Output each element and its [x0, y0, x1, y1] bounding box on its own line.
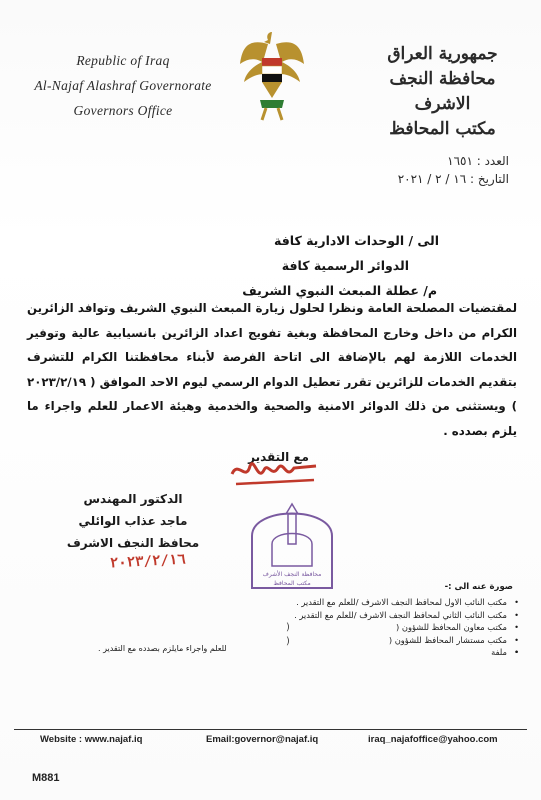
- cc-item: • مكتب مستشار المحافظ للشؤون (: [259, 634, 519, 647]
- cc-brace: ): [286, 636, 290, 647]
- header-line-3: Governors Office: [73, 103, 173, 118]
- cc-item: • مكتب النائب الثاني لمحافظ النجف الاشرف /للعلم مع التقدير .: [259, 609, 519, 622]
- header-arabic: [360, 42, 525, 142]
- cc-item: • مكتب النائب الاول لمحافظ النجف الاشرف /للعلم مع التقدير .: [259, 596, 519, 609]
- cc-note: للعلم واجراء مايلزم بصدده مع التقدير .: [98, 644, 227, 653]
- cc-brace: ): [286, 622, 290, 633]
- ref-date: التاريخ : ١٦ / ٢ / ٢٠٢١: [397, 172, 509, 186]
- iraq-eagle-emblem-icon: [238, 28, 306, 124]
- body-paragraph: لمقتضيات المصلحة العامة ونظرا لحلول زيارة المبعث النبوي الشريف وتوافد الزائرين الكرام من داخل وخارج المحافظة وبغية تفويج اعداد الزائرين بانسيابية عالية وتوفير الخدمات اللازمة لهم بالإضافة الى اتاحة الفرصة لأبناء محافظتنا الكرام للتشرف بتقديم الخدمات للزائرين تقرر تعطيل الدوام الرسمي ليوم الاحد الموافق ( ٢٠٢٣/٢/١٩ ) ويستثنى من ذلك الدوائر الامنية والصحية والخدمية وهيئة الاعمار للعلم واجراء ما يلزم بصدده .: [27, 301, 517, 438]
- signature-date: ٢٠٢٣/٢/١٦: [109, 551, 187, 572]
- header-ar-line-2: محافظة النجف الاشرف: [389, 69, 496, 114]
- cc-item: • مكتب معاون المحافظ للشؤون (: [259, 621, 519, 634]
- footer-divider: [14, 729, 527, 730]
- footer-email: Email:governor@najaf.iq: [206, 734, 319, 745]
- office-seal-stamp: [242, 496, 342, 596]
- signatory-name: ماجد عذاب الوائلي: [78, 514, 188, 528]
- address-block: [27, 228, 517, 303]
- closing: مع التقدير: [248, 450, 309, 464]
- addressee-2: الدوائر الرسمية كافة: [281, 258, 409, 273]
- header-line-1: Republic of Iraq: [76, 53, 170, 68]
- cc-item: • ملفة: [259, 646, 519, 659]
- header-english: [18, 48, 228, 123]
- header-ar-line-3: مكتب المحافظ: [389, 119, 496, 139]
- subject-line: م/ عطلة المبعث النبوي الشريف: [242, 283, 437, 298]
- footer-website: Website : www.najaf.iq: [40, 734, 143, 745]
- handwritten-signature: [228, 452, 320, 492]
- signatory-position: محافظ النجف الاشرف: [66, 536, 200, 550]
- header-ar-line-1: جمهورية العراق: [387, 44, 498, 64]
- seal-text-1: محافظة النجف الأشرف: [262, 571, 322, 578]
- seal-text-2: مكتب المحافظ: [273, 580, 311, 587]
- document-code: M881: [32, 772, 60, 784]
- reference-block: [398, 152, 509, 188]
- signature-block: [63, 488, 203, 554]
- header-line-2: Al-Najaf Alashraf Governorate: [34, 78, 212, 93]
- cc-list: [259, 596, 519, 659]
- signatory-title: الدكتور المهندس: [83, 492, 183, 506]
- addressee-1: الى / الوحدات الادارية كافة: [274, 233, 439, 248]
- ref-number: العدد : ١٦٥١: [447, 154, 509, 168]
- footer-office-email: iraq_najafoffice@yahoo.com: [368, 734, 498, 745]
- cc-title: صورة عنه الى :-: [444, 582, 513, 592]
